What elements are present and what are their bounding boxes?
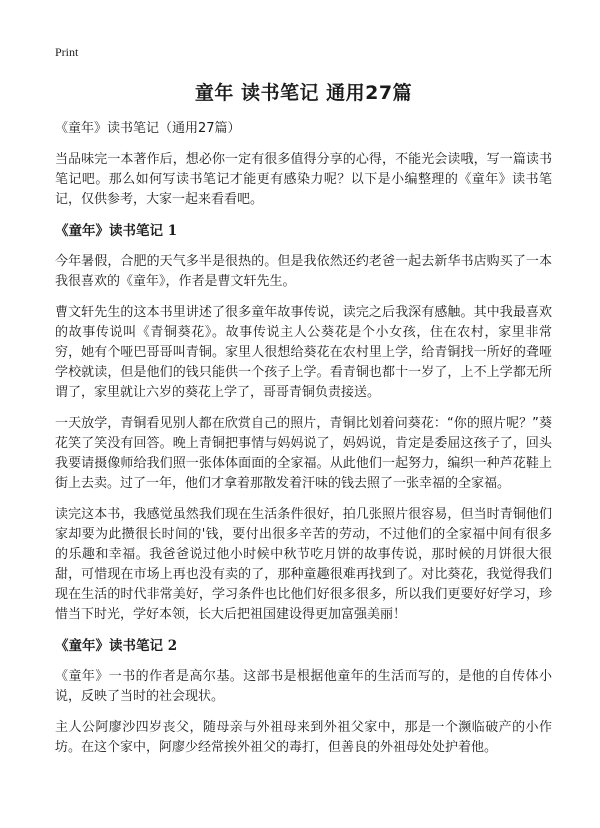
section-paragraph: 《童年》一书的作者是高尔基。这部书是根据他童年的生活而写的，是他的自传体小说，反映了当时的社会现状。 <box>55 669 552 704</box>
section-paragraph: 曹文轩先生的这本书里讲述了很多童年故事传说，读完之后我深有感触。其中我最喜欢的故事传说叫《青铜葵花》。故事传说主人公葵花是个小女孩，住在农村，家里非常穷，她有个哑巴哥哥叫青铜。家里人很想给葵花在农村里上学，给青铜找一所好的聋哑学校就读，但是他们的钱只能供一个孩子上学。看青铜也都十一岁了，上不上学都无所谓了，家里就让六岁的葵花上学了，哥哥青铜负责接送。 <box>55 305 552 400</box>
reading-note-section-1 <box>55 221 552 625</box>
print-link[interactable]: Print <box>55 45 79 59</box>
intro-paragraph: 当品味完一本著作后，想必你一定有很多值得分享的心得，不能光会读哦，写一篇读书笔记吧。那么如何写读书笔记才能更有感染力呢？以下是小编整理的《童年》读书笔记，仅供参考，大家一起来看看吧。 <box>55 152 552 207</box>
document-title: 童年 读书笔记 通用27篇 <box>194 82 413 104</box>
section-paragraph: 今年暑假，合肥的天气多半是很热的。但是我依然还约老爸一起去新华书店购买了一本我很喜欢的《童年》，作者是曹文轩先生。 <box>55 254 552 289</box>
reading-note-section-2 <box>55 636 552 758</box>
section-paragraph: 主人公阿廖沙四岁丧父，随母亲与外祖母来到外祖父家中，那是一个濒临破产的小作坊。在这个家中，阿廖少经常挨外祖父的毒打，但善良的外祖母处处护着他。 <box>55 720 552 755</box>
document-subtitle: 《童年》读书笔记（通用27篇） <box>55 121 241 136</box>
section-paragraph: 一天放学，青铜看见别人都在欣赏自己的照片，青铜比划着问葵花：“你的照片呢？”葵花笑了笑没有回答。晚上青铜把事情与妈妈说了，妈妈说，肯定是委屈这孩子了，回头我要请摄像师给我们照一张体体面面的全家福。从此他们一起努力，编织一种芦花鞋上街上去卖。过了一年，他们才拿着那散发着汗味的钱去照了一张幸福的全家福。 <box>55 416 552 491</box>
section-paragraph: 读完这本书，我感觉虽然我们现在生活条件很好，拍几张照片很容易，但当时青铜他们家却要为此攒很长时间的'钱，要付出很多辛苦的劳动，不过他们的全家福中间有很多的乐趣和幸福。我爸爸说过他小时候中秋节吃月饼的故事传说，那时候的月饼很大很甜，可惜现在市场上再也没有卖的了，那种童趣很难再找到了。对比葵花，我觉得我们现在生活的时代非常美好，学习条件也比他们好很多很多，所以我们更要好好学习，珍惜当下时光，学好本领，长大后把祖国建设得更加富强美丽！ <box>55 507 552 622</box>
section-heading: 《童年》读书笔记 2 <box>55 638 178 654</box>
section-heading: 《童年》读书笔记 1 <box>55 223 178 239</box>
